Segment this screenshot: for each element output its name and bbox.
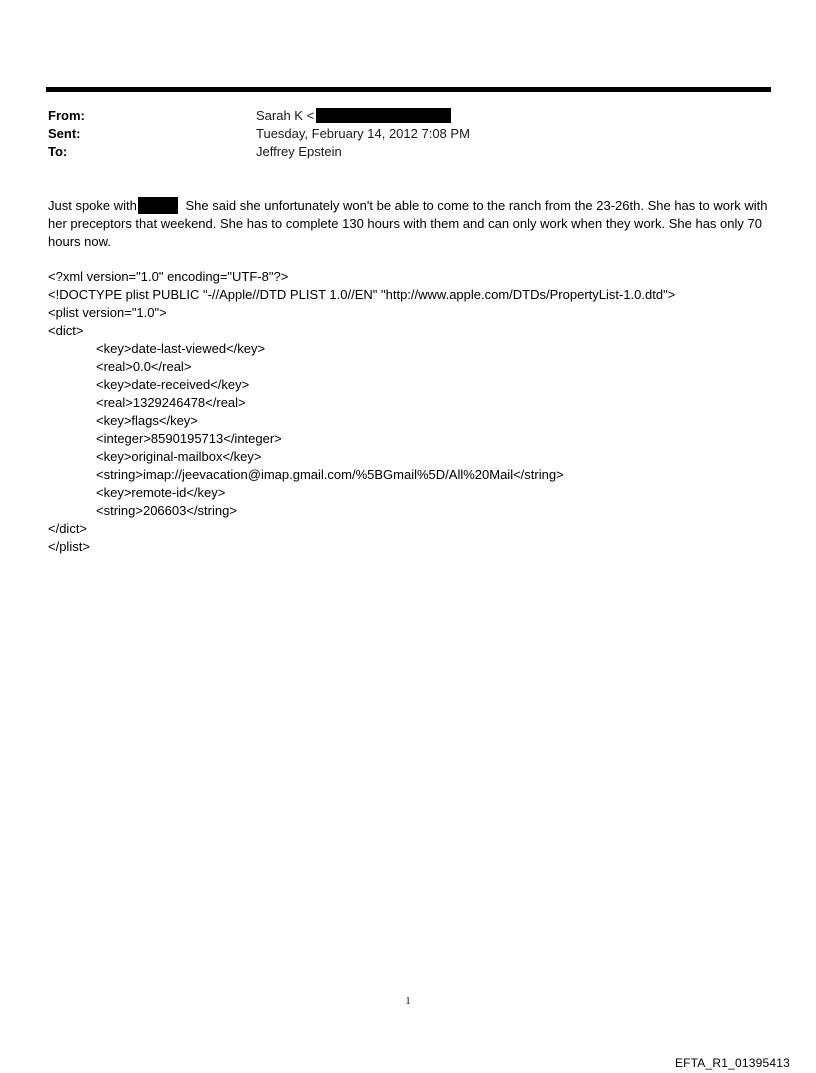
plist-line: <key>remote-id</key> xyxy=(96,485,226,500)
document-id: EFTA_R1_01395413 xyxy=(674,1056,790,1070)
plist-line: </dict> xyxy=(48,521,88,536)
plist-line: <?xml version="1.0" encoding="UTF-8"?> xyxy=(48,269,289,284)
message-part-1: Just spoke with xyxy=(48,198,137,213)
plist-line: <key>flags</key> xyxy=(96,413,198,428)
plist-line: <key>date-last-viewed</key> xyxy=(96,341,266,356)
header-divider xyxy=(46,87,771,92)
from-row xyxy=(48,107,768,125)
from-label: From: xyxy=(48,108,85,123)
plist-line: <string>imap://jeevacation@imap.gmail.com/%5BGmail%5D/All%20Mail</string> xyxy=(96,467,564,482)
sent-value: Tuesday, February 14, 2012 7:08 PM xyxy=(256,126,470,141)
message-part-2: She said she unfortunately won't be able to come to the ranch from the 23-26th. She has to work with her preceptors that weekend. She has to complete 130 hours with them and can only work when they work. She has only 70 hours now. xyxy=(48,198,768,249)
plist-line: <key>original-mailbox</key> xyxy=(96,449,262,464)
message-body xyxy=(48,197,773,251)
plist-code-block xyxy=(48,268,773,556)
plist-line: <real>0.0</real> xyxy=(96,359,192,374)
sent-row xyxy=(48,125,768,143)
plist-line: <key>date-received</key> xyxy=(96,377,250,392)
page-number: 1 xyxy=(405,996,411,1007)
from-value xyxy=(256,107,451,125)
plist-line: <string>206603</string> xyxy=(96,503,237,518)
from-sender: Sarah K < xyxy=(256,108,315,123)
plist-line: </plist> xyxy=(48,539,90,554)
redaction-box xyxy=(316,108,451,123)
message-paragraph xyxy=(48,197,773,251)
to-label: To: xyxy=(48,144,68,159)
plist-line: <real>1329246478</real> xyxy=(96,395,246,410)
plist-line: <!DOCTYPE plist PUBLIC "-//Apple//DTD PLIST 1.0//EN" "http://www.apple.com/DTDs/PropertyList-1.0.dtd"> xyxy=(48,287,676,302)
sent-label: Sent: xyxy=(48,126,81,141)
to-value: Jeffrey Epstein xyxy=(256,144,342,159)
plist-line: <dict> xyxy=(48,323,84,338)
email-header xyxy=(48,107,768,161)
plist-line: <plist version="1.0"> xyxy=(48,305,167,320)
redaction-box xyxy=(138,197,178,214)
plist-line: <integer>8590195713</integer> xyxy=(96,431,282,446)
to-row xyxy=(48,143,768,161)
